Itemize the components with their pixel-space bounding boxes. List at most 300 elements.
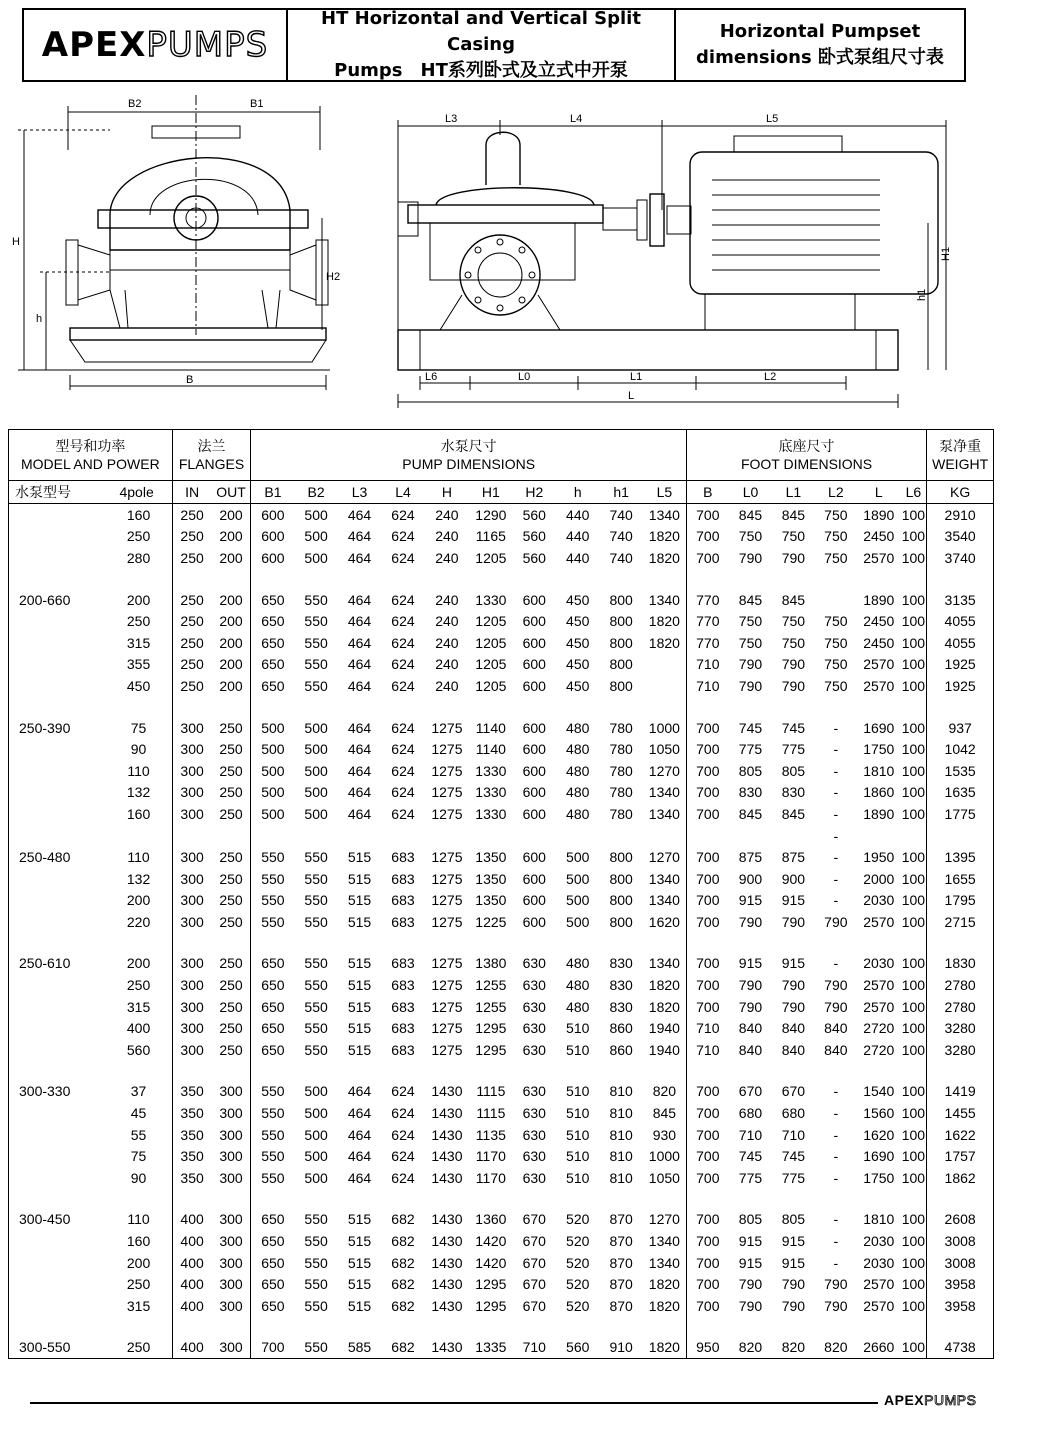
table-cell: 750 [738, 634, 763, 651]
table-cell: 200 [212, 504, 251, 526]
table-cell: 500 [304, 506, 328, 523]
table-cell: 630 [522, 955, 546, 972]
dim-label-h1-upper: H1 [940, 246, 952, 261]
table-row [9, 1337, 994, 1359]
table-cell: 805 [781, 762, 806, 779]
table-cell: 875 [781, 849, 806, 866]
table-cell: - [833, 784, 839, 801]
table-cell: 2450 [863, 634, 895, 651]
table-cell: 315 [105, 1295, 172, 1317]
table-cell: 250 [212, 911, 251, 933]
table-cell: 3280 [927, 1039, 994, 1061]
table-cell: 1820 [643, 632, 686, 654]
table-cell: 240 [435, 506, 459, 523]
table-cell: 1115 [476, 1105, 506, 1122]
table-cell [815, 589, 857, 611]
table-cell: - [833, 719, 839, 736]
table-cell: 315 [105, 996, 172, 1018]
table-cell: 550 [304, 870, 328, 887]
model-cell [9, 547, 106, 569]
model-cell: 300-450 [9, 1209, 106, 1231]
table-cell: 400 [180, 1233, 204, 1250]
table-cell: 790 [738, 656, 763, 673]
table-cell: 4055 [927, 610, 994, 632]
model-cell [9, 654, 106, 676]
table-cell: 682 [391, 1276, 415, 1293]
table-cell: 830 [609, 998, 633, 1015]
dim-label-l1: L1 [630, 371, 643, 383]
table-cell: 1000 [643, 1145, 686, 1167]
table-cell: 300 [180, 955, 204, 972]
table-cell: 682 [381, 1337, 424, 1359]
table-cell: 2030 [863, 1233, 895, 1250]
pumpset-drawings [0, 90, 1040, 415]
table-cell: 300 [180, 1041, 204, 1058]
table-cell: 1940 [643, 1017, 686, 1039]
table-cell: 683 [391, 892, 415, 909]
table-cell: 250 [212, 953, 251, 975]
table-cell: 683 [391, 849, 415, 866]
table-cell: 1820 [643, 974, 686, 996]
table-cell: - [833, 1083, 839, 1100]
table-cell: 100 [900, 526, 926, 548]
table-cell: 745 [781, 719, 806, 736]
table-cell: 550 [261, 870, 285, 887]
table-cell: 810 [609, 1148, 633, 1165]
table-cell: 500 [304, 805, 328, 822]
table-cell: 2570 [863, 549, 895, 566]
table-cell: 300 [212, 1081, 251, 1103]
table-cell: 220 [105, 911, 172, 933]
table-cell: 630 [522, 977, 546, 994]
table-cell: 250 [180, 591, 204, 608]
table-row [9, 760, 994, 782]
model-cell [9, 890, 106, 912]
table-cell: 770 [696, 634, 720, 651]
table-cell: 300 [180, 719, 204, 736]
model-cell [9, 1295, 106, 1317]
table-cell [900, 825, 926, 847]
table-cell: 2570 [863, 656, 895, 673]
table-cell: 915 [738, 1254, 763, 1271]
table-cell: 300 [212, 1230, 251, 1252]
table-cell: 550 [304, 591, 328, 608]
table-cell: 160 [105, 1230, 172, 1252]
table-cell: 650 [261, 1276, 285, 1293]
table-cell: 840 [781, 1020, 806, 1037]
model-cell: 250-480 [9, 846, 106, 868]
table-cell: 624 [391, 549, 415, 566]
table-cell: 520 [566, 1276, 590, 1293]
table-row [9, 547, 994, 569]
table-cell: 100 [900, 1017, 926, 1039]
table-cell: 1430 [431, 1105, 463, 1122]
table-cell: 500 [304, 741, 328, 758]
table-cell: 682 [391, 1297, 415, 1314]
table-cell: 500 [304, 1105, 328, 1122]
table-cell: 37 [105, 1081, 172, 1103]
table-cell: 750 [824, 613, 848, 630]
table-cell: 915 [738, 1233, 763, 1250]
table-cell: 510 [566, 1105, 590, 1122]
table-cell: 750 [824, 528, 848, 545]
dimensions-table [8, 429, 994, 1359]
table-cell: 630 [522, 1148, 546, 1165]
table-cell: 630 [522, 1020, 546, 1037]
model-cell [9, 974, 106, 996]
table-cell: 464 [347, 1148, 372, 1165]
table-cell: 700 [696, 549, 720, 566]
table-cell: 650 [261, 656, 285, 673]
table-cell: 1170 [475, 1169, 506, 1186]
table-cell: 2570 [863, 977, 895, 994]
group-spacer-row [9, 1317, 994, 1337]
table-cell: 1750 [863, 1169, 895, 1186]
table-cell: 100 [900, 760, 926, 782]
dim-label-h-total: H [12, 236, 20, 248]
table-cell: 710 [738, 1126, 763, 1143]
table-cell: 100 [900, 632, 926, 654]
table-cell: 3958 [927, 1295, 994, 1317]
table-cell: 550 [304, 955, 328, 972]
column-header: 4pole [105, 481, 172, 504]
table-cell [927, 825, 994, 847]
table-cell: 560 [522, 506, 546, 523]
table-cell: 200 [212, 526, 251, 548]
group-spacer-row [9, 697, 994, 717]
table-cell: 682 [391, 1211, 415, 1228]
table-cell: 464 [347, 805, 372, 822]
table-cell [513, 825, 556, 847]
table-cell: 480 [566, 955, 590, 972]
table-row [9, 738, 994, 760]
table-cell: 1275 [431, 892, 463, 909]
table-cell: 840 [824, 1020, 848, 1037]
model-cell [9, 1230, 106, 1252]
table-cell: 1622 [927, 1124, 994, 1146]
table-cell: 3135 [927, 589, 994, 611]
table-cell: 740 [609, 549, 633, 566]
table-cell: 750 [781, 634, 806, 651]
column-header: OUT [212, 481, 251, 504]
table-cell: 300 [212, 1102, 251, 1124]
table-cell: 100 [900, 504, 926, 526]
table-cell: 464 [347, 549, 372, 566]
table-cell: 355 [105, 654, 172, 676]
table-cell: 3008 [927, 1252, 994, 1274]
table-cell: 1270 [643, 760, 686, 782]
table-cell: 915 [781, 955, 806, 972]
table-cell: 1140 [475, 719, 506, 736]
table-cell: 600 [261, 528, 285, 545]
table-cell: 670 [522, 1254, 546, 1271]
table-cell: 560 [522, 528, 546, 545]
table-cell: - [833, 1126, 839, 1143]
table-cell: 1275 [431, 849, 463, 866]
dim-label-h2: H2 [326, 271, 341, 283]
group-foot-dimensions: 底座尺寸 FOOT DIMENSIONS [686, 430, 926, 481]
table-row [9, 825, 994, 847]
table-cell: 700 [696, 1233, 720, 1250]
table-cell: 1275 [431, 762, 463, 779]
table-cell: 820 [643, 1081, 686, 1103]
dim-label-l6: L6 [425, 371, 438, 383]
column-header: H1 [469, 481, 512, 504]
table-cell: 700 [696, 1254, 720, 1271]
table-cell: 780 [609, 762, 633, 779]
table-cell: 1000 [643, 717, 686, 739]
table-cell: 2030 [863, 955, 895, 972]
table-cell: 1750 [863, 741, 895, 758]
table-cell: 1330 [475, 805, 507, 822]
table-cell: 464 [347, 656, 372, 673]
column-header: H2 [513, 481, 556, 504]
table-cell: 930 [643, 1124, 686, 1146]
table-cell: 1360 [475, 1211, 507, 1228]
table-cell: 805 [781, 1211, 806, 1228]
table-cell: 440 [566, 506, 590, 523]
table-cell: 1295 [475, 1297, 507, 1314]
table-cell: 3540 [927, 526, 994, 548]
table-cell: 2030 [863, 1254, 895, 1271]
table-cell: 1340 [643, 589, 686, 611]
table-cell: 2570 [863, 913, 895, 930]
table-cell: 1340 [643, 868, 686, 890]
table-cell: 800 [609, 656, 633, 673]
table-row [9, 1295, 994, 1317]
table-cell: 300 [212, 1252, 251, 1274]
table-cell: 1430 [431, 1126, 463, 1143]
table-cell: 4738 [927, 1337, 994, 1359]
table-cell: 910 [599, 1337, 642, 1359]
table-cell: 250 [212, 803, 251, 825]
table-cell: 450 [566, 677, 590, 694]
table-cell: 500 [304, 1169, 328, 1186]
table-cell: 600 [522, 762, 546, 779]
table-cell: 624 [391, 805, 415, 822]
table-cell: 100 [900, 1230, 926, 1252]
table-cell: 683 [391, 1041, 415, 1058]
column-header: H [425, 481, 469, 504]
table-cell: 700 [696, 955, 720, 972]
table-cell: 480 [566, 998, 590, 1015]
table-cell: 515 [347, 849, 372, 866]
table-cell: 650 [261, 591, 285, 608]
table-cell: 515 [347, 1233, 372, 1250]
table-cell: 770 [696, 591, 720, 608]
table-cell: 500 [566, 913, 590, 930]
table-cell: 1635 [927, 782, 994, 804]
table-cell: - [833, 1169, 839, 1186]
table-cell [212, 825, 251, 847]
table-cell: 100 [900, 717, 926, 739]
table-cell: 710 [696, 677, 720, 694]
model-cell [9, 825, 106, 847]
table-row [9, 868, 994, 890]
table-cell: 520 [566, 1233, 590, 1250]
dim-label-l2: L2 [764, 371, 777, 383]
table-cell: 250 [105, 1273, 172, 1295]
table-cell: 790 [824, 913, 848, 930]
table-cell: 682 [391, 1233, 415, 1250]
table-cell: 3958 [927, 1273, 994, 1295]
table-cell: 683 [391, 870, 415, 887]
dim-label-l3: L3 [445, 113, 458, 125]
column-header: IN [172, 481, 211, 504]
table-cell: 700 [696, 506, 720, 523]
table-cell: 500 [261, 741, 285, 758]
table-cell: 550 [304, 634, 328, 651]
table-cell: 1270 [643, 846, 686, 868]
table-cell: 350 [180, 1105, 204, 1122]
model-cell: 300-330 [9, 1081, 106, 1103]
table-cell: 670 [781, 1083, 806, 1100]
table-cell: 250 [105, 526, 172, 548]
table-cell: 240 [435, 677, 459, 694]
table-cell: 132 [105, 868, 172, 890]
table-cell [643, 675, 686, 697]
table-cell [381, 825, 424, 847]
table-cell: 700 [696, 1083, 720, 1100]
table-cell: 90 [105, 738, 172, 760]
table-cell [686, 825, 728, 847]
table-cell: 250 [105, 610, 172, 632]
brand-logo: APEX PUMPS [24, 10, 288, 80]
table-cell: 100 [900, 846, 926, 868]
table-cell: 520 [566, 1297, 590, 1314]
table-cell: 280 [105, 547, 172, 569]
table-cell: 845 [781, 805, 806, 822]
table-cell: 790 [738, 998, 763, 1015]
footer-logo: APEXPUMPS [884, 1392, 977, 1408]
table-cell: 650 [261, 1041, 285, 1058]
table-cell: 500 [261, 762, 285, 779]
column-header: L [857, 481, 900, 504]
table-row [9, 782, 994, 804]
table-cell: 700 [696, 1126, 720, 1143]
table-cell: 2570 [863, 1276, 895, 1293]
column-header: h [556, 481, 599, 504]
model-cell [9, 1017, 106, 1039]
table-cell: 3740 [927, 547, 994, 569]
table-cell: 624 [391, 528, 415, 545]
table-cell: 1135 [475, 1126, 506, 1143]
table-cell [857, 825, 900, 847]
table-cell: 100 [900, 654, 926, 676]
table-cell: 464 [347, 784, 372, 801]
table-cell: 1890 [863, 506, 895, 523]
model-cell: 250-610 [9, 953, 106, 975]
table-cell: - [833, 1211, 839, 1228]
table-cell: 550 [304, 1297, 328, 1314]
table-cell: 1275 [431, 1020, 463, 1037]
table-cell: 600 [261, 506, 285, 523]
table-cell: 250 [212, 996, 251, 1018]
table-cell: 500 [566, 870, 590, 887]
table-cell: 464 [347, 613, 372, 630]
table-cell: 845 [781, 506, 806, 523]
table-cell: 650 [261, 998, 285, 1015]
table-cell: 1340 [643, 1252, 686, 1274]
table-cell: 670 [522, 1233, 546, 1250]
table-cell: 450 [105, 675, 172, 697]
table-row [9, 803, 994, 825]
table-cell: 1430 [431, 1276, 463, 1293]
table-cell: 100 [900, 953, 926, 975]
table-cell: 1419 [927, 1081, 994, 1103]
table-row [9, 632, 994, 654]
table-cell: 300 [180, 741, 204, 758]
table-row [9, 1252, 994, 1274]
table-cell: 1295 [475, 1041, 507, 1058]
table-cell: 900 [738, 870, 763, 887]
table-cell: 780 [609, 784, 633, 801]
table-cell: 250 [212, 974, 251, 996]
table-cell: 1620 [863, 1126, 895, 1143]
table-cell: 240 [435, 591, 459, 608]
table-cell: 2570 [863, 1297, 895, 1314]
table-cell: 400 [180, 1276, 204, 1293]
table-cell: 1205 [475, 613, 507, 630]
table-cell: 624 [391, 613, 415, 630]
table-cell: 515 [347, 1211, 372, 1228]
model-cell [9, 1273, 106, 1295]
table-cell: 1275 [431, 719, 463, 736]
table-cell: 200 [212, 654, 251, 676]
table-cell: 560 [556, 1337, 599, 1359]
table-cell: 600 [522, 784, 546, 801]
model-cell [9, 996, 106, 1018]
table-cell: 400 [180, 1297, 204, 1314]
table-cell: 700 [251, 1337, 294, 1359]
table-cell: 650 [261, 634, 285, 651]
table-cell: 700 [696, 762, 720, 779]
table-cell: 810 [609, 1105, 633, 1122]
table-cell: 680 [781, 1105, 806, 1122]
table-cell: 650 [261, 677, 285, 694]
table-cell: 630 [522, 1169, 546, 1186]
table-cell: 845 [643, 1102, 686, 1124]
table-cell: 624 [391, 1169, 415, 1186]
table-cell: 1205 [475, 656, 507, 673]
table-cell: 250 [212, 760, 251, 782]
model-cell [9, 1102, 106, 1124]
table-cell: 683 [391, 1020, 415, 1037]
table-cell: 300 [180, 977, 204, 994]
table-cell: 1655 [927, 868, 994, 890]
table-cell: 2780 [927, 996, 994, 1018]
table-cell: 1350 [475, 892, 507, 909]
table-cell: 400 [105, 1017, 172, 1039]
table-cell: 1860 [863, 784, 895, 801]
table-cell: 1350 [475, 870, 507, 887]
table-cell: 670 [738, 1083, 763, 1100]
table-cell: 683 [391, 977, 415, 994]
table-cell: 840 [738, 1041, 763, 1058]
table-cell: 2720 [863, 1041, 895, 1058]
column-header: B [686, 481, 728, 504]
pump-end-view [12, 95, 340, 390]
table-cell: 1620 [643, 911, 686, 933]
table-cell: 1757 [927, 1145, 994, 1167]
table-cell: 400 [180, 1211, 204, 1228]
table-cell: 1820 [643, 547, 686, 569]
table-cell: 500 [304, 1083, 328, 1100]
table-cell: 624 [391, 1105, 415, 1122]
table-cell: 100 [900, 803, 926, 825]
table-cell: 300 [180, 1020, 204, 1037]
model-cell: 200-660 [9, 589, 106, 611]
